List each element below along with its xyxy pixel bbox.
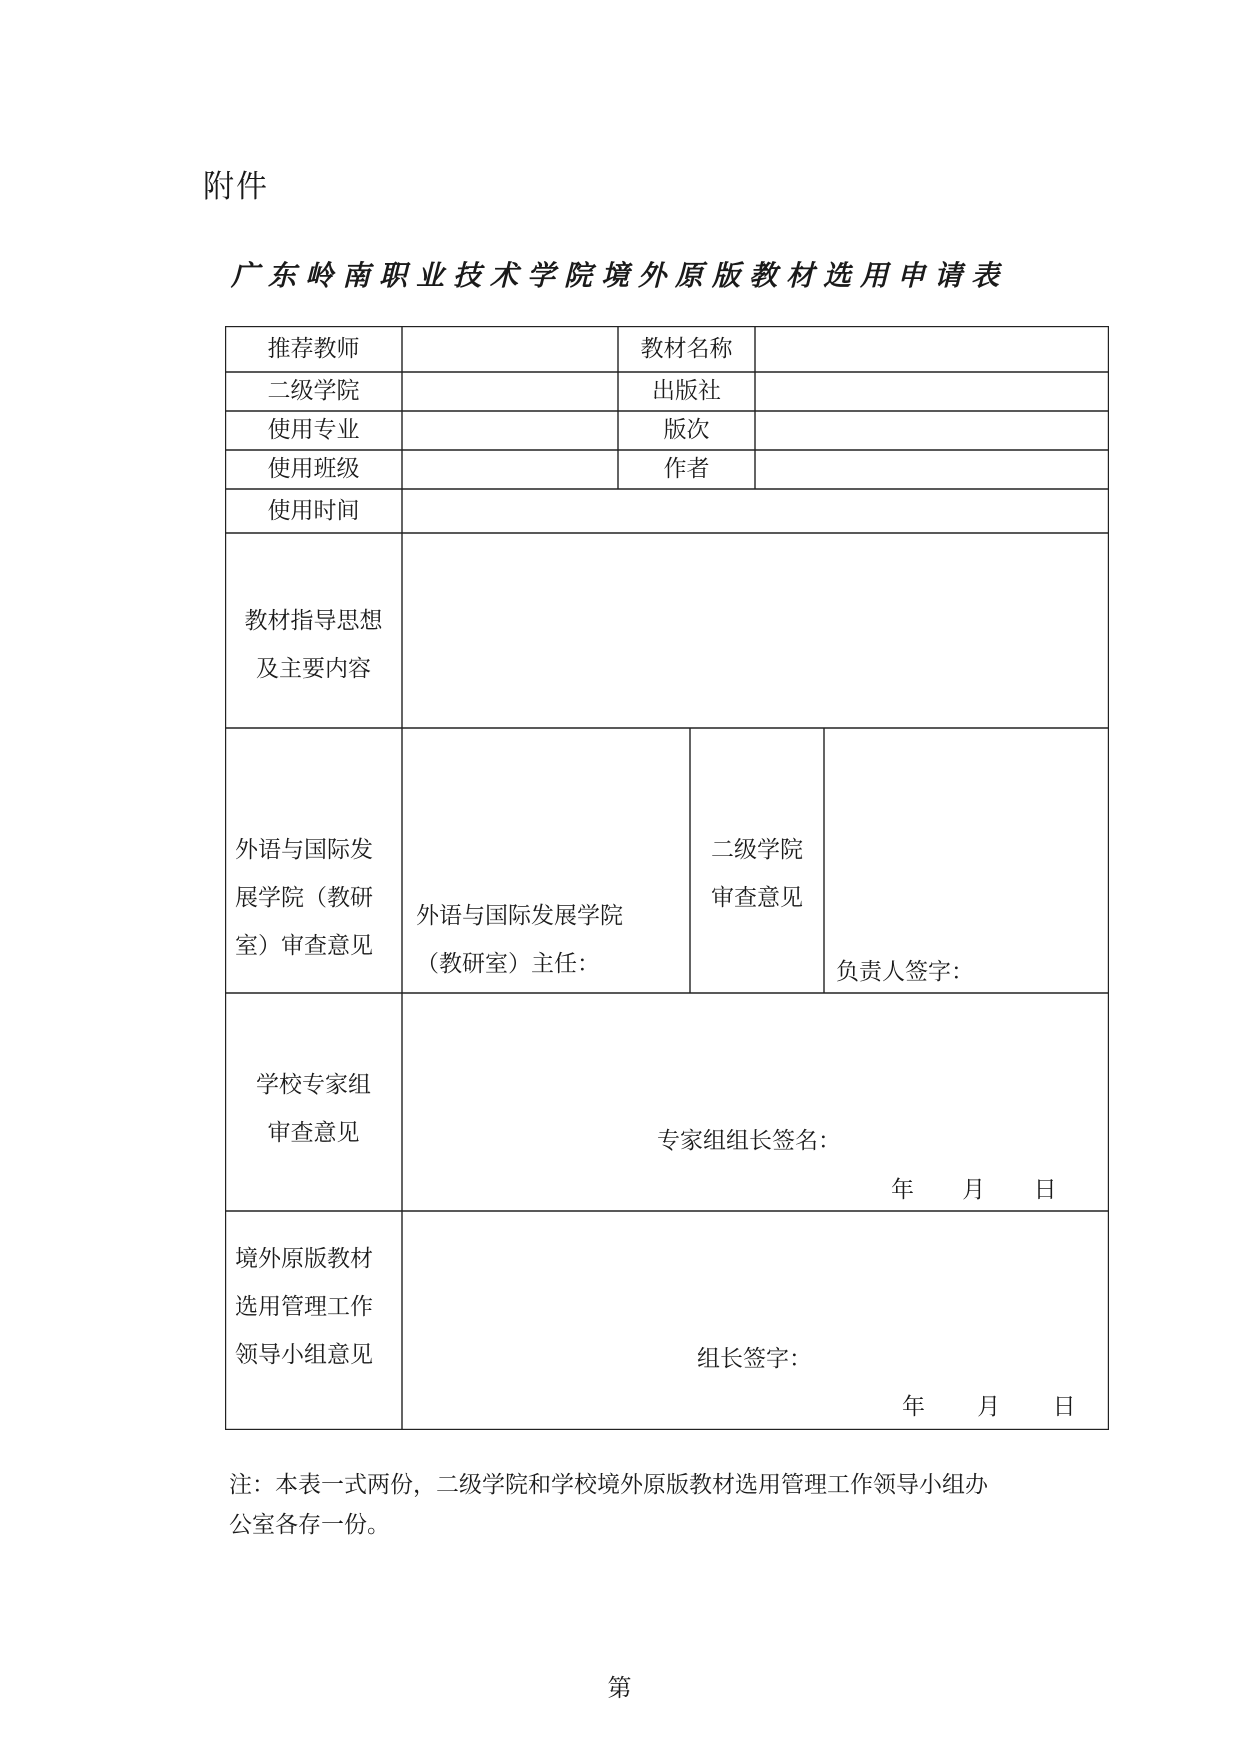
label-college-review-1: 二级学院	[711, 837, 803, 863]
label-recommend-teacher: 推荐教师	[267, 336, 360, 362]
label-guiding-ideas-1: 教材指导思想	[244, 608, 383, 634]
form-title: 广东岭南职业技术学院境外原版教材选用申请表	[230, 259, 1008, 292]
label-usage-time: 使用时间	[267, 498, 360, 524]
label-college-review-2: 审查意见	[711, 885, 803, 911]
label-director-2: （教研室）主任：	[416, 951, 600, 977]
note-line-1: 注：本表一式两份，二级学院和学校境外原版教材选用管理工作领导小组办	[229, 1472, 988, 1498]
label-edition: 版次	[663, 417, 710, 443]
label-author: 作者	[663, 456, 710, 482]
label-class: 使用班级	[267, 456, 360, 482]
label-publisher: 出版社	[652, 378, 721, 404]
label-expert-review-1: 学校专家组	[256, 1072, 371, 1098]
label-expert-review-2: 审查意见	[267, 1120, 360, 1146]
label-textbook-name: 教材名称	[640, 336, 733, 362]
label-major: 使用专业	[267, 417, 360, 443]
note-line-2: 公室各存一份。	[229, 1512, 390, 1538]
date-group: 年 月 日	[902, 1394, 1076, 1420]
label-foreign-review-2: 展学院（教研	[235, 885, 373, 911]
attachment-label: 附件	[203, 169, 269, 205]
application-form	[225, 326, 1109, 1430]
label-foreign-review-1: 外语与国际发	[235, 837, 373, 863]
label-secondary-college: 二级学院	[267, 378, 360, 404]
label-leading-group-2: 选用管理工作	[235, 1294, 373, 1320]
label-expert-leader-sign: 专家组组长签名：	[657, 1128, 841, 1154]
label-foreign-review-3: 室）审查意见	[235, 933, 373, 959]
label-guiding-ideas-2: 及主要内容	[256, 656, 371, 682]
form-note	[229, 1465, 1109, 1545]
label-group-leader-sign: 组长签字：	[697, 1346, 812, 1372]
label-leading-group-1: 境外原版教材	[235, 1246, 373, 1272]
label-director-1: 外语与国际发展学院	[416, 903, 623, 929]
page-number: 第	[607, 1674, 632, 1702]
label-leading-group-3: 领导小组意见	[235, 1342, 373, 1368]
date-expert: 年 月 日	[891, 1177, 1057, 1203]
label-responsible-sign: 负责人签字：	[836, 959, 974, 985]
